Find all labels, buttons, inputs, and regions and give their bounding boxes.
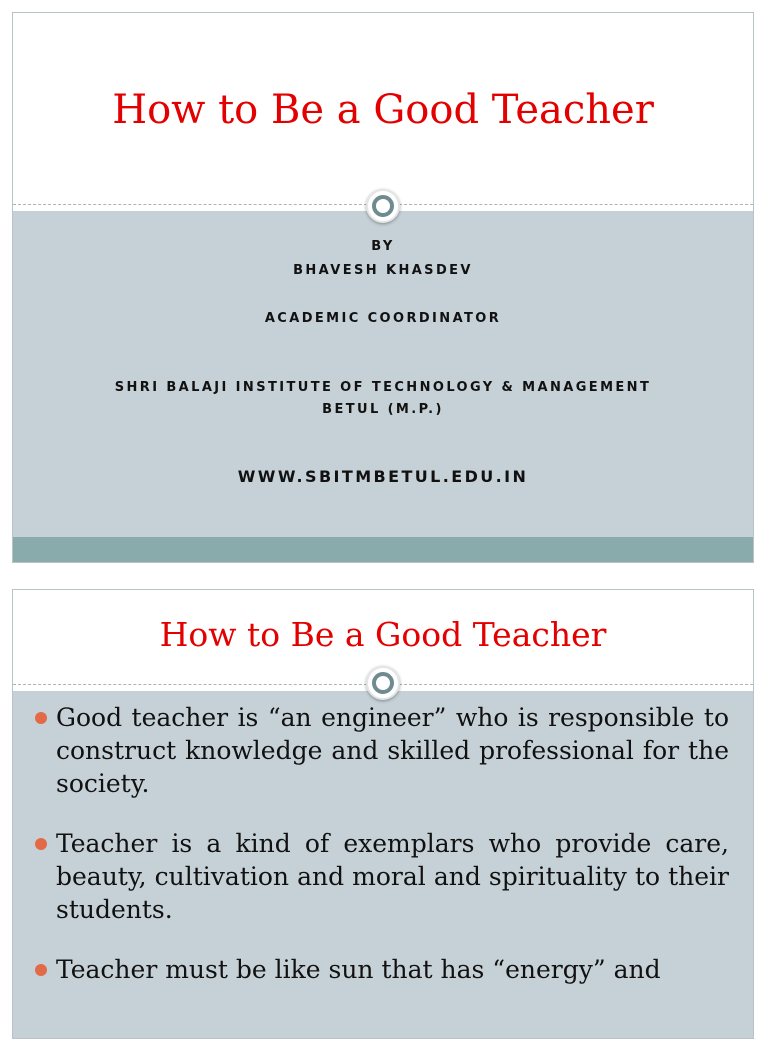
list-item <box>31 701 729 800</box>
slide-title: How to Be a Good Teacher <box>159 615 607 654</box>
list-item <box>31 953 729 986</box>
ring-ornament-icon <box>366 189 400 223</box>
slide-title: How to Be a Good Teacher <box>112 87 654 133</box>
title-area <box>13 13 753 205</box>
institute-location: BETUL (M.P.) <box>322 402 444 417</box>
bullet-text: Good teacher is “an engineer” who is responsible to construct knowledge and skilled professional for the society. <box>56 703 729 798</box>
ring-ornament-icon <box>366 666 400 700</box>
bullet-icon <box>35 838 47 850</box>
author-name: BHAVESH KHASDEV <box>293 263 473 278</box>
bullet-text: Teacher must be like sun that has “energy” and <box>56 955 661 984</box>
title-slide <box>12 12 754 563</box>
subtitle-area <box>13 211 753 537</box>
list-item <box>31 827 729 926</box>
author-designation: ACADEMIC COORDINATOR <box>264 311 502 326</box>
bullet-icon <box>35 964 47 976</box>
footer-band <box>13 537 753 563</box>
bullet-text: Teacher is a kind of exemplars who provide care, beauty, cultivation and moral and spirituality to their students. <box>56 829 729 924</box>
content-slide <box>12 589 754 1039</box>
institute-name: SHRI BALAJI INSTITUTE OF TECHNOLOGY & MANAGEMENT <box>114 380 652 395</box>
by-label: BY <box>371 239 395 254</box>
bullet-list <box>31 701 729 1013</box>
website-link[interactable]: WWW.SBITMBETUL.EDU.IN <box>237 467 529 486</box>
bullet-icon <box>35 712 47 724</box>
